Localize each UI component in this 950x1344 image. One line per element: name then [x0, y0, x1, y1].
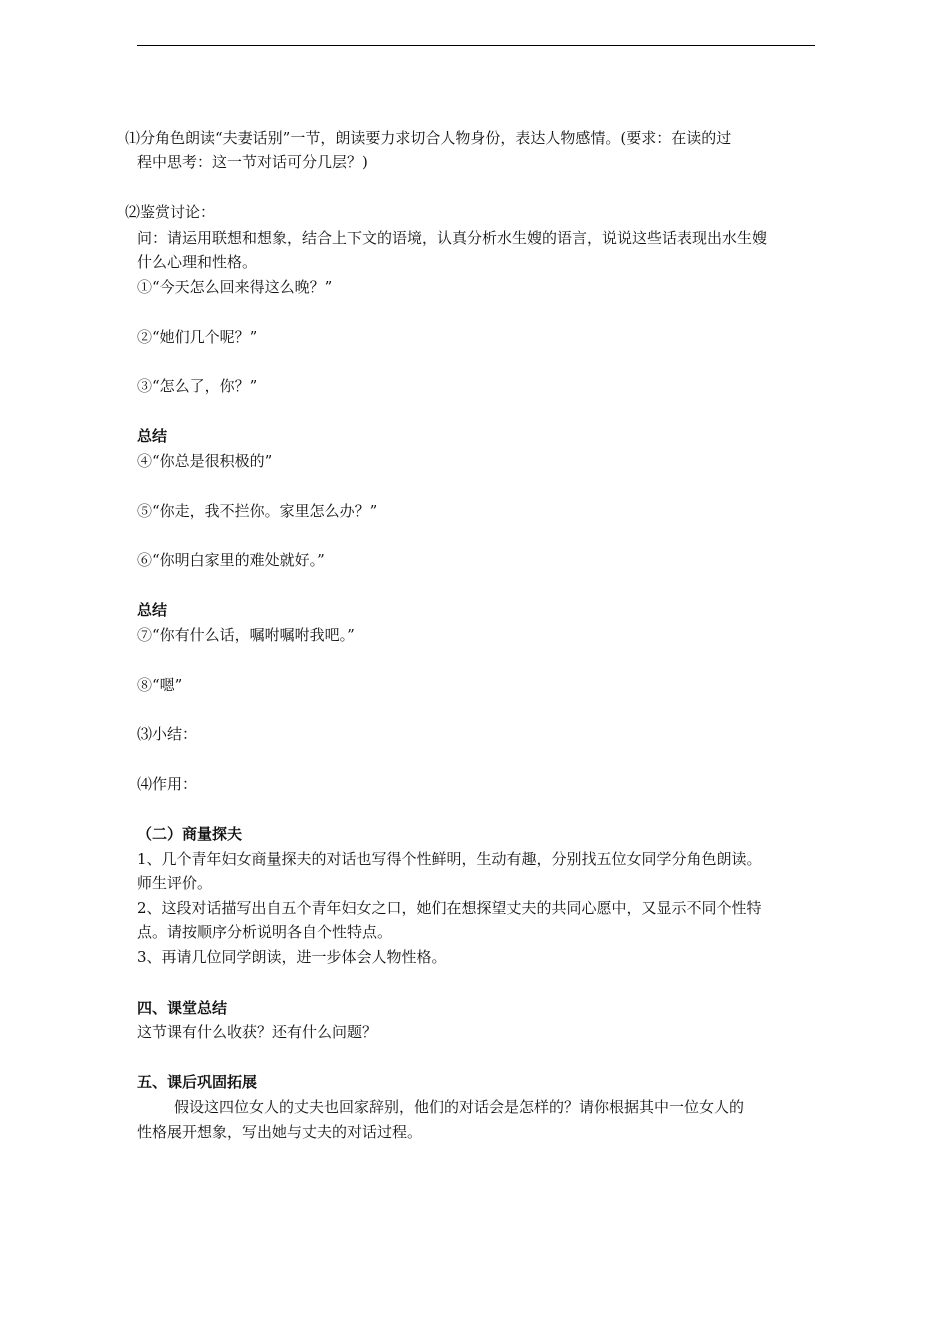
- question-3-summary: ⑶小结：: [137, 725, 198, 743]
- section-4-text: 这节课有什么收获？还有什么问题？: [137, 1023, 378, 1041]
- quote-6: ⑥“你明白家里的难处就好。”: [137, 551, 325, 569]
- quote-5: ⑤“你走，我不拦你。家里怎么办？”: [137, 502, 378, 520]
- section-5-heading: 五、课后巩固拓展: [137, 1073, 258, 1091]
- section-4-heading: 四、课堂总结: [137, 999, 228, 1017]
- part-2-item-1-line-2: 师生评价。: [137, 874, 213, 892]
- question-1-line-1: ⑴分角色朗读“夫妻话别”一节，朗读要力求切合人物身份，表达人物感情。(要求：在读的过: [125, 129, 732, 147]
- part-2-item-2-line-2: 点。请按顺序分析说明各自个性特点。: [137, 923, 393, 941]
- quote-8: ⑧“嗯”: [137, 676, 183, 694]
- quote-3: ③“怎么了，你？”: [137, 377, 258, 395]
- summary-label-1: 总结: [137, 427, 168, 445]
- summary-label-2: 总结: [137, 601, 168, 619]
- question-2-prompt-line-2: 什么心理和性格。: [137, 253, 258, 271]
- quote-2: ②“她们几个呢？”: [137, 328, 258, 346]
- section-5-line-2: 性格展开想象，写出她与丈夫的对话过程。: [137, 1123, 423, 1141]
- part-2-item-1-line-1: 1、几个青年妇女商量探夫的对话也写得个性鲜明，生动有趣，分别找五位女同学分角色朗读。: [137, 850, 762, 868]
- question-4-function: ⑷作用：: [137, 775, 198, 793]
- part-2-item-2-line-1: 2、这段对话描写出自五个青年妇女之口，她们在想探望丈夫的共同心愿中，又显示不同个性特: [137, 899, 762, 917]
- question-1-line-2: 程中思考：这一节对话可分几层？): [137, 153, 368, 171]
- section-5-line-1: 假设这四位女人的丈夫也回家辞别，他们的对话会是怎样的？请你根据其中一位女人的: [174, 1098, 745, 1116]
- quote-4: ④“你总是很积极的”: [137, 452, 273, 470]
- part-2-item-3: 3、再请几位同学朗读，进一步体会人物性格。: [137, 948, 447, 966]
- part-2-heading: （二）商量探夫: [137, 825, 243, 843]
- quote-1: ①“今天怎么回来得这么晚？”: [137, 278, 333, 296]
- header-rule: [137, 45, 815, 46]
- question-2-heading: ⑵鉴赏讨论：: [125, 203, 216, 221]
- quote-7: ⑦“你有什么话，嘱咐嘱咐我吧。”: [137, 626, 355, 644]
- question-2-prompt-line-1: 问：请运用联想和想象，结合上下文的语境，认真分析水生嫂的语言，说说这些话表现出水生嫂: [137, 229, 768, 247]
